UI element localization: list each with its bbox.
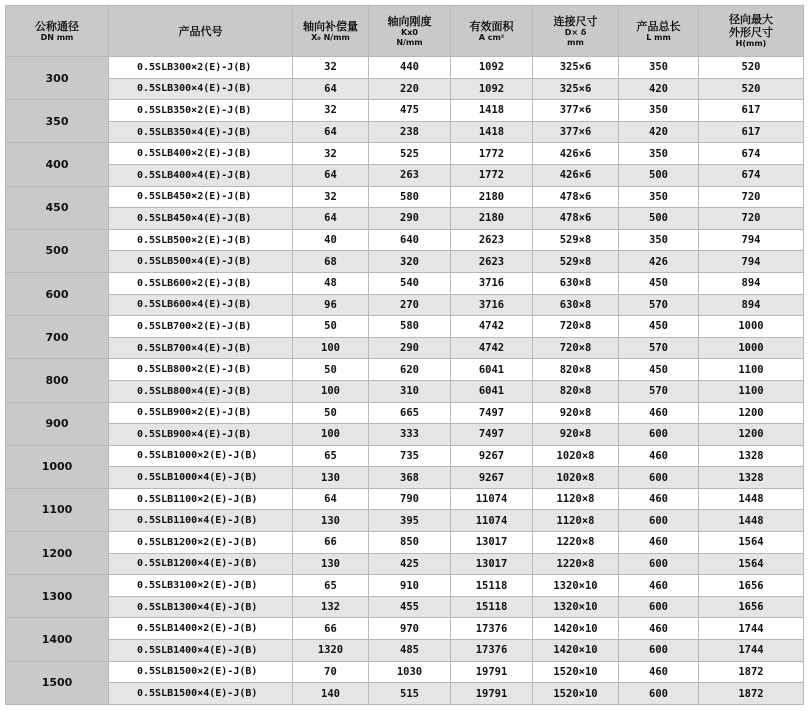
compensation-cell: 65	[293, 445, 369, 467]
dn-cell: 1100	[6, 488, 109, 531]
table-body	[6, 57, 804, 705]
length-cell: 600	[619, 640, 699, 662]
product-code-cell: 0.5SLB350×4(E)-J(B)	[109, 121, 293, 143]
radial-size-cell: 720	[699, 186, 804, 208]
length-cell: 600	[619, 553, 699, 575]
area-cell: 15118	[451, 596, 533, 618]
dn-cell: 350	[6, 100, 109, 143]
radial-size-cell: 794	[699, 251, 804, 273]
area-cell: 1772	[451, 143, 533, 165]
product-code-cell: 0.5SLB300×2(E)-J(B)	[109, 57, 293, 79]
length-cell: 460	[619, 575, 699, 597]
length-cell: 570	[619, 380, 699, 402]
table-row	[6, 596, 804, 618]
area-cell: 17376	[451, 640, 533, 662]
product-code-cell: 0.5SLB800×4(E)-J(B)	[109, 380, 293, 402]
radial-size-cell: 1744	[699, 618, 804, 640]
length-cell: 450	[619, 359, 699, 381]
radial-size-cell: 1100	[699, 380, 804, 402]
table-row	[6, 229, 804, 251]
table-row	[6, 618, 804, 640]
table-row	[6, 553, 804, 575]
product-code-cell: 0.5SLB1100×2(E)-J(B)	[109, 488, 293, 510]
header-radial-size: 径向最大 外形尺寸 H(mm)	[699, 6, 804, 57]
connection-cell: 1220×8	[533, 532, 619, 554]
stiffness-cell: 485	[369, 640, 451, 662]
table-row	[6, 359, 804, 381]
compensation-cell: 50	[293, 316, 369, 338]
area-cell: 9267	[451, 467, 533, 489]
length-cell: 600	[619, 596, 699, 618]
stiffness-cell: 395	[369, 510, 451, 532]
table-row	[6, 402, 804, 424]
connection-cell: 1520×10	[533, 661, 619, 683]
table-row	[6, 445, 804, 467]
spec-table	[5, 5, 804, 705]
dn-cell: 1200	[6, 532, 109, 575]
dn-cell: 400	[6, 143, 109, 186]
stiffness-cell: 910	[369, 575, 451, 597]
header-code: 产品代号	[109, 6, 293, 57]
product-code-cell: 0.5SLB900×4(E)-J(B)	[109, 424, 293, 446]
compensation-cell: 65	[293, 575, 369, 597]
dn-cell: 300	[6, 57, 109, 100]
area-cell: 11074	[451, 488, 533, 510]
stiffness-cell: 333	[369, 424, 451, 446]
length-cell: 500	[619, 164, 699, 186]
product-code-cell: 0.5SLB1000×2(E)-J(B)	[109, 445, 293, 467]
product-code-cell: 0.5SLB400×2(E)-J(B)	[109, 143, 293, 165]
header-area: 有效面积 A cm²	[451, 6, 533, 57]
compensation-cell: 96	[293, 294, 369, 316]
connection-cell: 720×8	[533, 316, 619, 338]
compensation-cell: 64	[293, 121, 369, 143]
table-row	[6, 208, 804, 230]
radial-size-cell: 1872	[699, 683, 804, 705]
compensation-cell: 130	[293, 553, 369, 575]
dn-cell: 800	[6, 359, 109, 402]
length-cell: 460	[619, 445, 699, 467]
length-cell: 600	[619, 467, 699, 489]
stiffness-cell: 368	[369, 467, 451, 489]
stiffness-cell: 263	[369, 164, 451, 186]
length-cell: 600	[619, 683, 699, 705]
compensation-cell: 50	[293, 402, 369, 424]
connection-cell: 377×6	[533, 121, 619, 143]
compensation-cell: 1320	[293, 640, 369, 662]
stiffness-cell: 440	[369, 57, 451, 79]
length-cell: 420	[619, 78, 699, 100]
product-code-cell: 0.5SLB450×4(E)-J(B)	[109, 208, 293, 230]
area-cell: 4742	[451, 337, 533, 359]
table-row	[6, 424, 804, 446]
length-cell: 570	[619, 294, 699, 316]
connection-cell: 1120×8	[533, 488, 619, 510]
dn-cell: 700	[6, 316, 109, 359]
radial-size-cell: 720	[699, 208, 804, 230]
stiffness-cell: 790	[369, 488, 451, 510]
length-cell: 426	[619, 251, 699, 273]
area-cell: 13017	[451, 553, 533, 575]
compensation-cell: 100	[293, 424, 369, 446]
dn-cell: 1400	[6, 618, 109, 661]
stiffness-cell: 238	[369, 121, 451, 143]
compensation-cell: 130	[293, 467, 369, 489]
connection-cell: 1220×8	[533, 553, 619, 575]
radial-size-cell: 1872	[699, 661, 804, 683]
connection-cell: 478×6	[533, 186, 619, 208]
radial-size-cell: 1656	[699, 596, 804, 618]
table-row	[6, 272, 804, 294]
connection-cell: 920×8	[533, 402, 619, 424]
connection-cell: 820×8	[533, 380, 619, 402]
area-cell: 2180	[451, 208, 533, 230]
table-row	[6, 661, 804, 683]
table-row	[6, 683, 804, 705]
stiffness-cell: 540	[369, 272, 451, 294]
table-row	[6, 186, 804, 208]
connection-cell: 478×6	[533, 208, 619, 230]
compensation-cell: 40	[293, 229, 369, 251]
area-cell: 2180	[451, 186, 533, 208]
dn-cell: 1000	[6, 445, 109, 488]
area-cell: 1092	[451, 57, 533, 79]
area-cell: 9267	[451, 445, 533, 467]
header-dn: 公称通径 DN mm	[6, 6, 109, 57]
radial-size-cell: 1328	[699, 445, 804, 467]
table-row	[6, 294, 804, 316]
connection-cell: 325×6	[533, 57, 619, 79]
radial-size-cell: 1100	[699, 359, 804, 381]
compensation-cell: 100	[293, 337, 369, 359]
table-row	[6, 337, 804, 359]
product-code-cell: 0.5SLB500×4(E)-J(B)	[109, 251, 293, 273]
product-code-cell: 0.5SLB400×4(E)-J(B)	[109, 164, 293, 186]
table-row	[6, 532, 804, 554]
connection-cell: 820×8	[533, 359, 619, 381]
stiffness-cell: 310	[369, 380, 451, 402]
header-stiffness: 轴向刚度 Kx0 N/mm	[369, 6, 451, 57]
stiffness-cell: 515	[369, 683, 451, 705]
table-row	[6, 510, 804, 532]
product-code-cell: 0.5SLB300×4(E)-J(B)	[109, 78, 293, 100]
connection-cell: 426×6	[533, 164, 619, 186]
compensation-cell: 48	[293, 272, 369, 294]
table-row	[6, 467, 804, 489]
product-code-cell: 0.5SLB1300×4(E)-J(B)	[109, 596, 293, 618]
product-code-cell: 0.5SLB1000×4(E)-J(B)	[109, 467, 293, 489]
stiffness-cell: 970	[369, 618, 451, 640]
connection-cell: 720×8	[533, 337, 619, 359]
length-cell: 450	[619, 316, 699, 338]
length-cell: 350	[619, 57, 699, 79]
stiffness-cell: 620	[369, 359, 451, 381]
stiffness-cell: 580	[369, 186, 451, 208]
dn-cell: 1300	[6, 575, 109, 618]
connection-cell: 1420×10	[533, 640, 619, 662]
radial-size-cell: 1656	[699, 575, 804, 597]
table-row	[6, 316, 804, 338]
radial-size-cell: 674	[699, 164, 804, 186]
compensation-cell: 66	[293, 618, 369, 640]
connection-cell: 630×8	[533, 294, 619, 316]
compensation-cell: 32	[293, 100, 369, 122]
product-code-cell: 0.5SLB800×2(E)-J(B)	[109, 359, 293, 381]
product-code-cell: 0.5SLB1400×2(E)-J(B)	[109, 618, 293, 640]
length-cell: 600	[619, 424, 699, 446]
compensation-cell: 140	[293, 683, 369, 705]
area-cell: 4742	[451, 316, 533, 338]
table-row	[6, 78, 804, 100]
area-cell: 7497	[451, 402, 533, 424]
table-row	[6, 164, 804, 186]
header-length: 产品总长 L mm	[619, 6, 699, 57]
radial-size-cell: 894	[699, 272, 804, 294]
compensation-cell: 50	[293, 359, 369, 381]
stiffness-cell: 425	[369, 553, 451, 575]
length-cell: 460	[619, 488, 699, 510]
compensation-cell: 64	[293, 164, 369, 186]
product-code-cell: 0.5SLB3100×2(E)-J(B)	[109, 575, 293, 597]
length-cell: 460	[619, 618, 699, 640]
radial-size-cell: 1328	[699, 467, 804, 489]
header-connection: 连接尺寸 D× δ mm	[533, 6, 619, 57]
connection-cell: 325×6	[533, 78, 619, 100]
radial-size-cell: 520	[699, 78, 804, 100]
connection-cell: 1120×8	[533, 510, 619, 532]
compensation-cell: 64	[293, 78, 369, 100]
length-cell: 460	[619, 402, 699, 424]
area-cell: 3716	[451, 294, 533, 316]
compensation-cell: 66	[293, 532, 369, 554]
product-code-cell: 0.5SLB1500×2(E)-J(B)	[109, 661, 293, 683]
table-row	[6, 575, 804, 597]
stiffness-cell: 525	[369, 143, 451, 165]
product-code-cell: 0.5SLB1200×2(E)-J(B)	[109, 532, 293, 554]
header-compensation: 轴向补偿量 X₀ N/mm	[293, 6, 369, 57]
compensation-cell: 32	[293, 57, 369, 79]
length-cell: 460	[619, 532, 699, 554]
table-row	[6, 143, 804, 165]
stiffness-cell: 290	[369, 208, 451, 230]
table-row	[6, 121, 804, 143]
radial-size-cell: 1564	[699, 553, 804, 575]
length-cell: 600	[619, 510, 699, 532]
area-cell: 2623	[451, 229, 533, 251]
area-cell: 1418	[451, 100, 533, 122]
stiffness-cell: 320	[369, 251, 451, 273]
area-cell: 19791	[451, 661, 533, 683]
connection-cell: 1320×10	[533, 575, 619, 597]
table-row	[6, 100, 804, 122]
compensation-cell: 32	[293, 186, 369, 208]
header-row	[6, 6, 804, 57]
dn-cell: 1500	[6, 661, 109, 704]
product-code-cell: 0.5SLB900×2(E)-J(B)	[109, 402, 293, 424]
radial-size-cell: 674	[699, 143, 804, 165]
connection-cell: 920×8	[533, 424, 619, 446]
length-cell: 570	[619, 337, 699, 359]
area-cell: 1092	[451, 78, 533, 100]
dn-cell: 600	[6, 272, 109, 315]
connection-cell: 529×8	[533, 251, 619, 273]
product-code-cell: 0.5SLB1400×4(E)-J(B)	[109, 640, 293, 662]
stiffness-cell: 220	[369, 78, 451, 100]
dn-cell: 450	[6, 186, 109, 229]
compensation-cell: 64	[293, 488, 369, 510]
compensation-cell: 132	[293, 596, 369, 618]
area-cell: 13017	[451, 532, 533, 554]
radial-size-cell: 1744	[699, 640, 804, 662]
product-code-cell: 0.5SLB1100×4(E)-J(B)	[109, 510, 293, 532]
compensation-cell: 130	[293, 510, 369, 532]
radial-size-cell: 1000	[699, 337, 804, 359]
connection-cell: 377×6	[533, 100, 619, 122]
connection-cell: 1420×10	[533, 618, 619, 640]
product-code-cell: 0.5SLB450×2(E)-J(B)	[109, 186, 293, 208]
length-cell: 350	[619, 186, 699, 208]
table-row	[6, 57, 804, 79]
connection-cell: 529×8	[533, 229, 619, 251]
connection-cell: 1020×8	[533, 467, 619, 489]
compensation-cell: 64	[293, 208, 369, 230]
radial-size-cell: 1200	[699, 402, 804, 424]
area-cell: 1772	[451, 164, 533, 186]
length-cell: 420	[619, 121, 699, 143]
length-cell: 500	[619, 208, 699, 230]
length-cell: 350	[619, 100, 699, 122]
product-code-cell: 0.5SLB1500×4(E)-J(B)	[109, 683, 293, 705]
table-row	[6, 380, 804, 402]
stiffness-cell: 640	[369, 229, 451, 251]
compensation-cell: 100	[293, 380, 369, 402]
radial-size-cell: 520	[699, 57, 804, 79]
stiffness-cell: 665	[369, 402, 451, 424]
stiffness-cell: 270	[369, 294, 451, 316]
product-code-cell: 0.5SLB1200×4(E)-J(B)	[109, 553, 293, 575]
length-cell: 350	[619, 143, 699, 165]
product-code-cell: 0.5SLB600×2(E)-J(B)	[109, 272, 293, 294]
product-code-cell: 0.5SLB350×2(E)-J(B)	[109, 100, 293, 122]
radial-size-cell: 1564	[699, 532, 804, 554]
length-cell: 350	[619, 229, 699, 251]
connection-cell: 1020×8	[533, 445, 619, 467]
stiffness-cell: 580	[369, 316, 451, 338]
dn-cell: 900	[6, 402, 109, 445]
connection-cell: 630×8	[533, 272, 619, 294]
area-cell: 15118	[451, 575, 533, 597]
stiffness-cell: 1030	[369, 661, 451, 683]
compensation-cell: 32	[293, 143, 369, 165]
area-cell: 6041	[451, 359, 533, 381]
area-cell: 17376	[451, 618, 533, 640]
dn-cell: 500	[6, 229, 109, 272]
length-cell: 460	[619, 661, 699, 683]
radial-size-cell: 1000	[699, 316, 804, 338]
connection-cell: 1320×10	[533, 596, 619, 618]
radial-size-cell: 1448	[699, 488, 804, 510]
radial-size-cell: 794	[699, 229, 804, 251]
length-cell: 450	[619, 272, 699, 294]
compensation-cell: 68	[293, 251, 369, 273]
radial-size-cell: 1200	[699, 424, 804, 446]
product-code-cell: 0.5SLB500×2(E)-J(B)	[109, 229, 293, 251]
radial-size-cell: 1448	[699, 510, 804, 532]
area-cell: 19791	[451, 683, 533, 705]
radial-size-cell: 617	[699, 100, 804, 122]
area-cell: 1418	[451, 121, 533, 143]
area-cell: 7497	[451, 424, 533, 446]
stiffness-cell: 475	[369, 100, 451, 122]
table-row	[6, 251, 804, 273]
stiffness-cell: 290	[369, 337, 451, 359]
stiffness-cell: 850	[369, 532, 451, 554]
compensation-cell: 70	[293, 661, 369, 683]
connection-cell: 1520×10	[533, 683, 619, 705]
stiffness-cell: 455	[369, 596, 451, 618]
product-code-cell: 0.5SLB700×2(E)-J(B)	[109, 316, 293, 338]
area-cell: 3716	[451, 272, 533, 294]
product-code-cell: 0.5SLB600×4(E)-J(B)	[109, 294, 293, 316]
radial-size-cell: 617	[699, 121, 804, 143]
radial-size-cell: 894	[699, 294, 804, 316]
connection-cell: 426×6	[533, 143, 619, 165]
area-cell: 11074	[451, 510, 533, 532]
table-row	[6, 488, 804, 510]
table-row	[6, 640, 804, 662]
product-code-cell: 0.5SLB700×4(E)-J(B)	[109, 337, 293, 359]
stiffness-cell: 735	[369, 445, 451, 467]
area-cell: 6041	[451, 380, 533, 402]
area-cell: 2623	[451, 251, 533, 273]
